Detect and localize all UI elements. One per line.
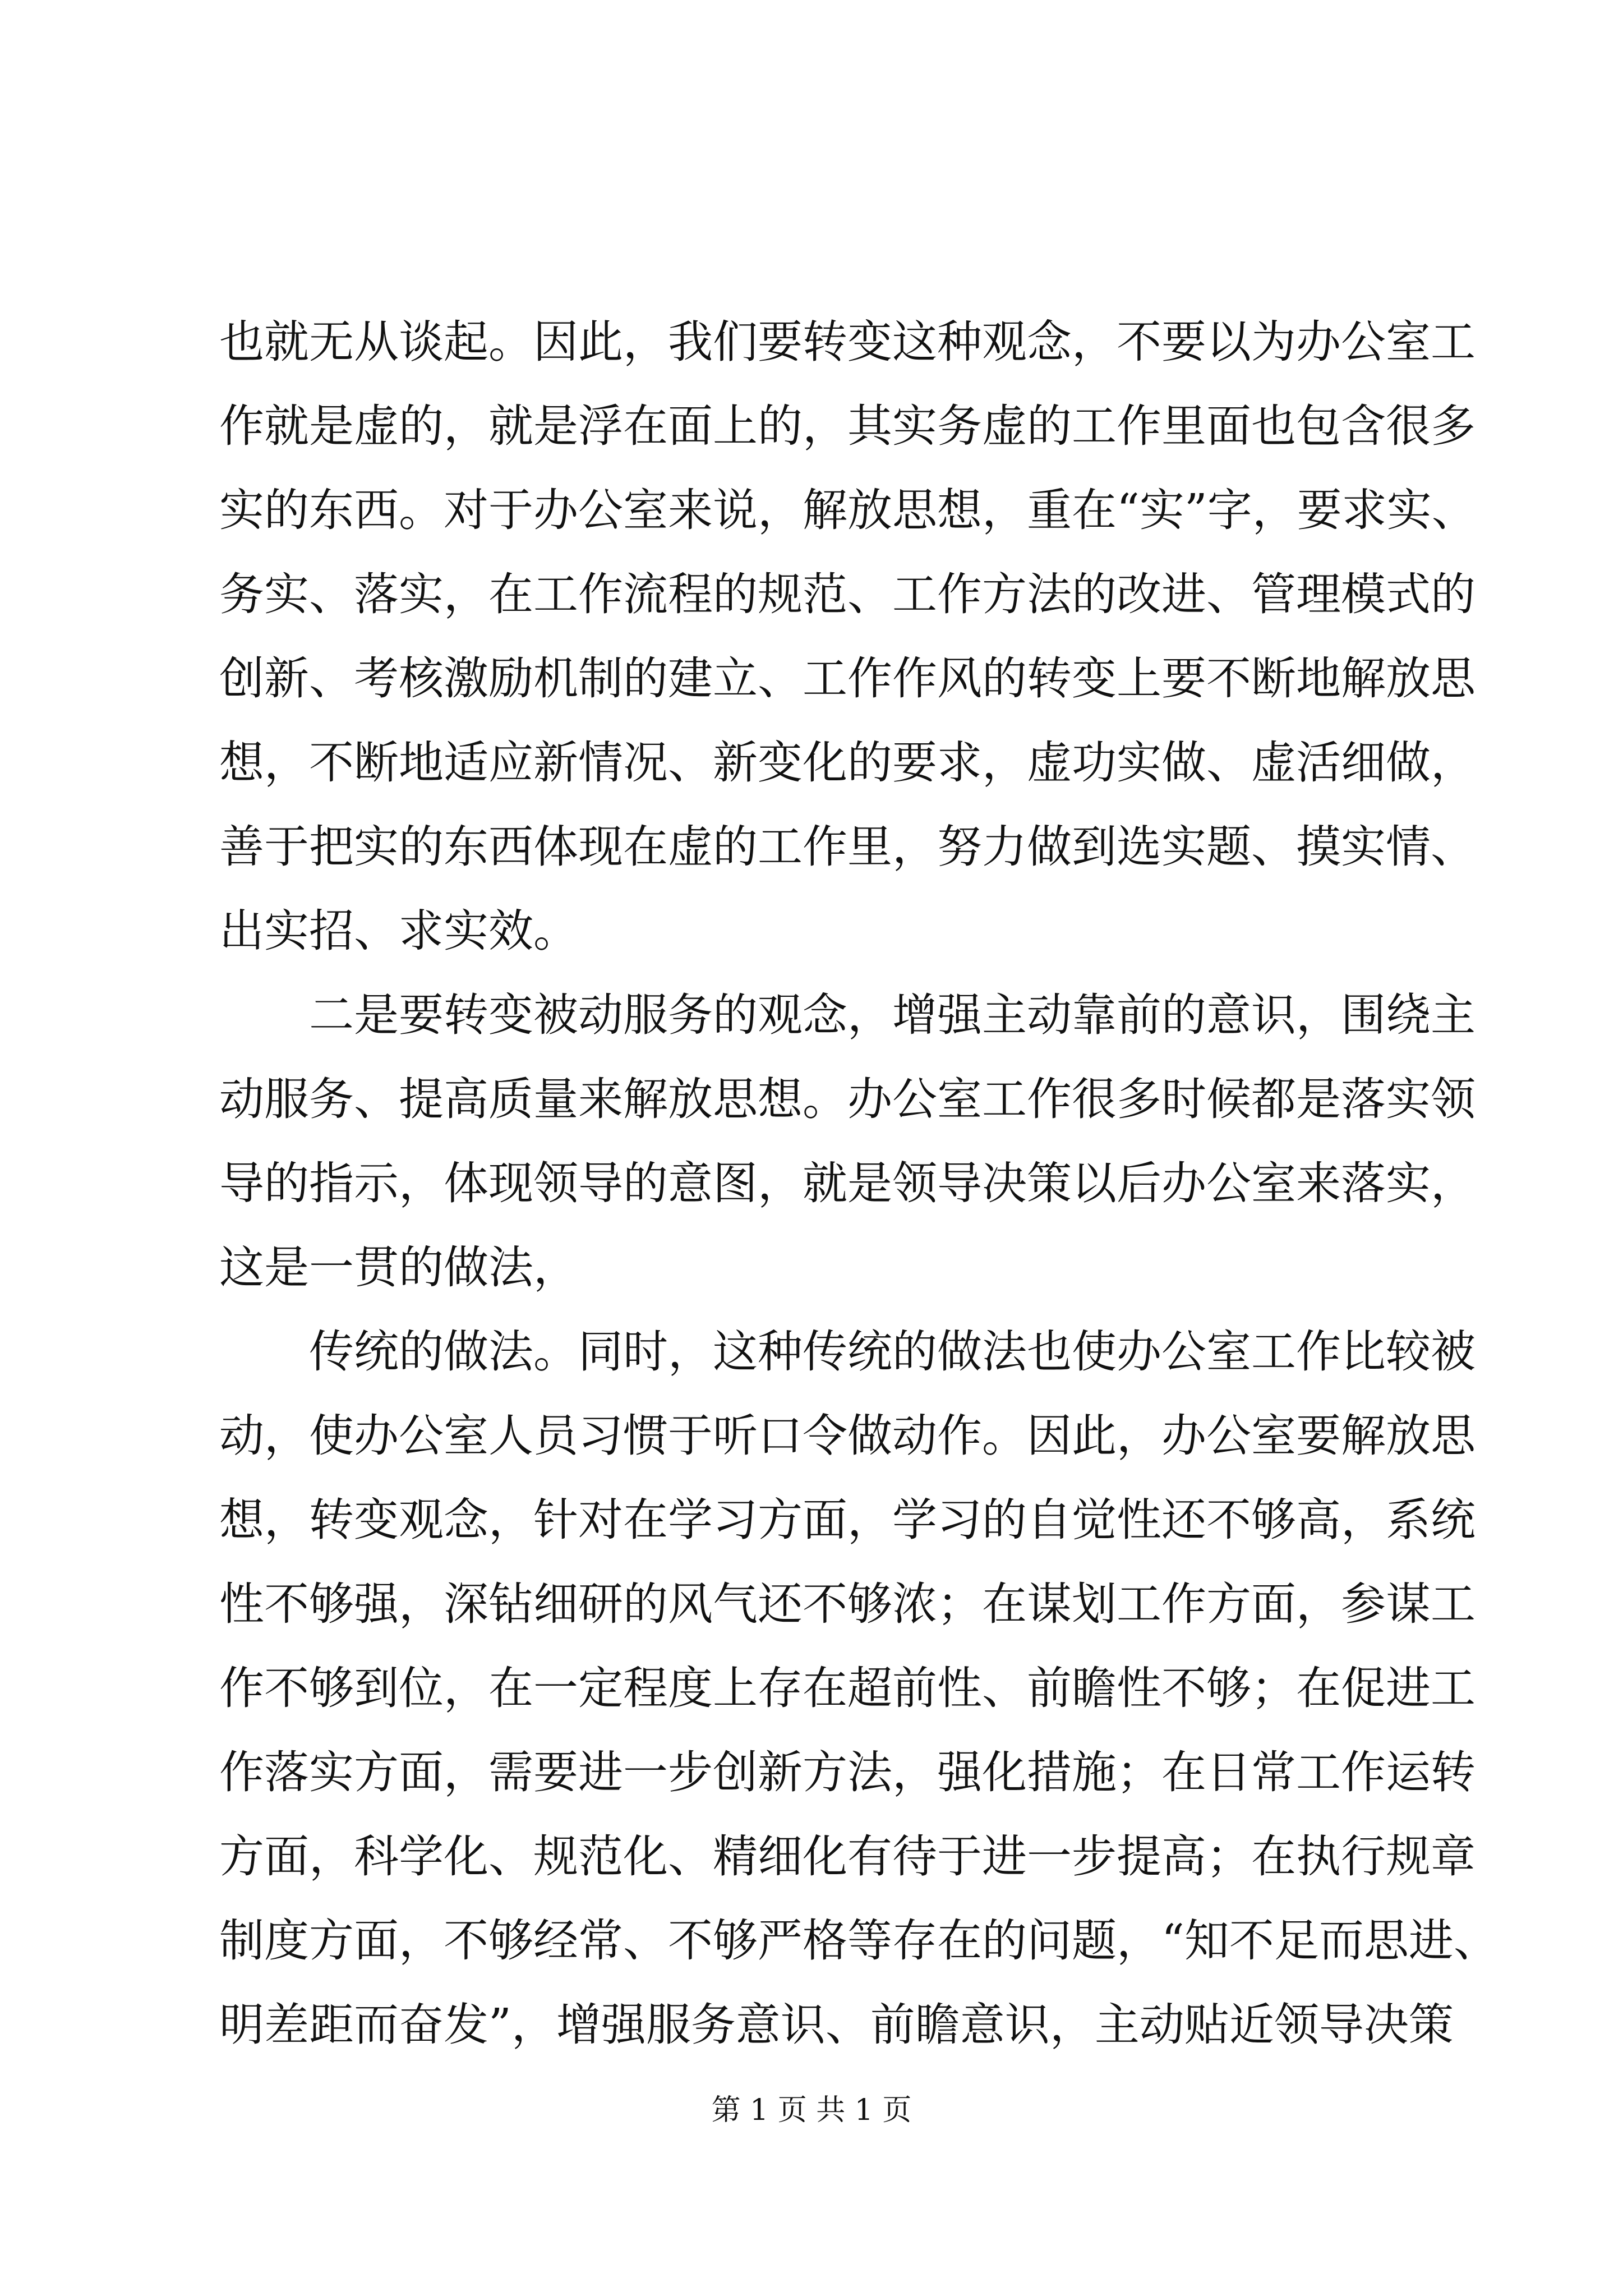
text-line-9: 二是要转变被动服务的观念，增强主动靠前的意识，围绕主 [309, 989, 1476, 1041]
text-line-8: 出实招、求实效。 [219, 905, 578, 957]
text-line-16: 性不够强，深钻细研的风气还不够浓；在谋划工作方面，参谋工 [219, 1578, 1476, 1630]
text-line-14: 动，使办公室人员习惯于听口令做动作。因此，办公室要解放思 [219, 1410, 1476, 1462]
text-line-20: 制度方面，不够经常、不够严格等存在的问题，“知不足而思进、 [219, 1915, 1498, 1967]
text-line-15: 想，转变观念，针对在学习方面，学习的自觉性还不够高，系统 [219, 1494, 1476, 1546]
text-line-5: 创新、考核激励机制的建立、工作作风的转变上要不断地解放思 [219, 652, 1476, 705]
text-line-18: 作落实方面，需要进一步创新方法，强化措施；在日常工作运转 [219, 1746, 1476, 1798]
text-line-21: 明差距而奋发”，增强服务意识、前瞻意识，主动贴近领导决策 [219, 1999, 1454, 2051]
text-line-2: 作就是虚的，就是浮在面上的，其实务虚的工作里面也包含很多 [219, 400, 1476, 452]
text-line-1: 也就无从谈起。因此，我们要转变这种观念，不要以为办公室工 [219, 316, 1476, 368]
text-line-17: 作不够到位，在一定程度上存在超前性、前瞻性不够；在促进工 [219, 1662, 1476, 1714]
text-line-13: 传统的做法。同时，这种传统的做法也使办公室工作比较被 [309, 1326, 1476, 1378]
text-line-19: 方面，科学化、规范化、精细化有待于进一步提高；在执行规章 [219, 1830, 1476, 1883]
text-line-3: 实的东西。对于办公室来说，解放思想，重在“实”字，要求实、 [219, 484, 1477, 536]
text-line-10: 动服务、提高质量来解放思想。办公室工作很多时候都是落实领 [219, 1073, 1476, 1125]
text-line-4: 务实、落实，在工作流程的规范、工作方法的改进、管理模式的 [219, 568, 1476, 620]
text-line-12: 这是一贯的做法， [219, 1241, 578, 1294]
text-line-7: 善于把实的东西体现在虚的工作里，努力做到选实题、摸实情、 [219, 821, 1476, 873]
text-line-6: 想，不断地适应新情况、新变化的要求，虚功实做、虚活细做， [219, 737, 1476, 789]
text-line-11: 导的指示，体现领导的意图，就是领导决策以后办公室来落实， [219, 1157, 1476, 1209]
page-footer: 第 1 页 共 1 页 [711, 2093, 912, 2127]
